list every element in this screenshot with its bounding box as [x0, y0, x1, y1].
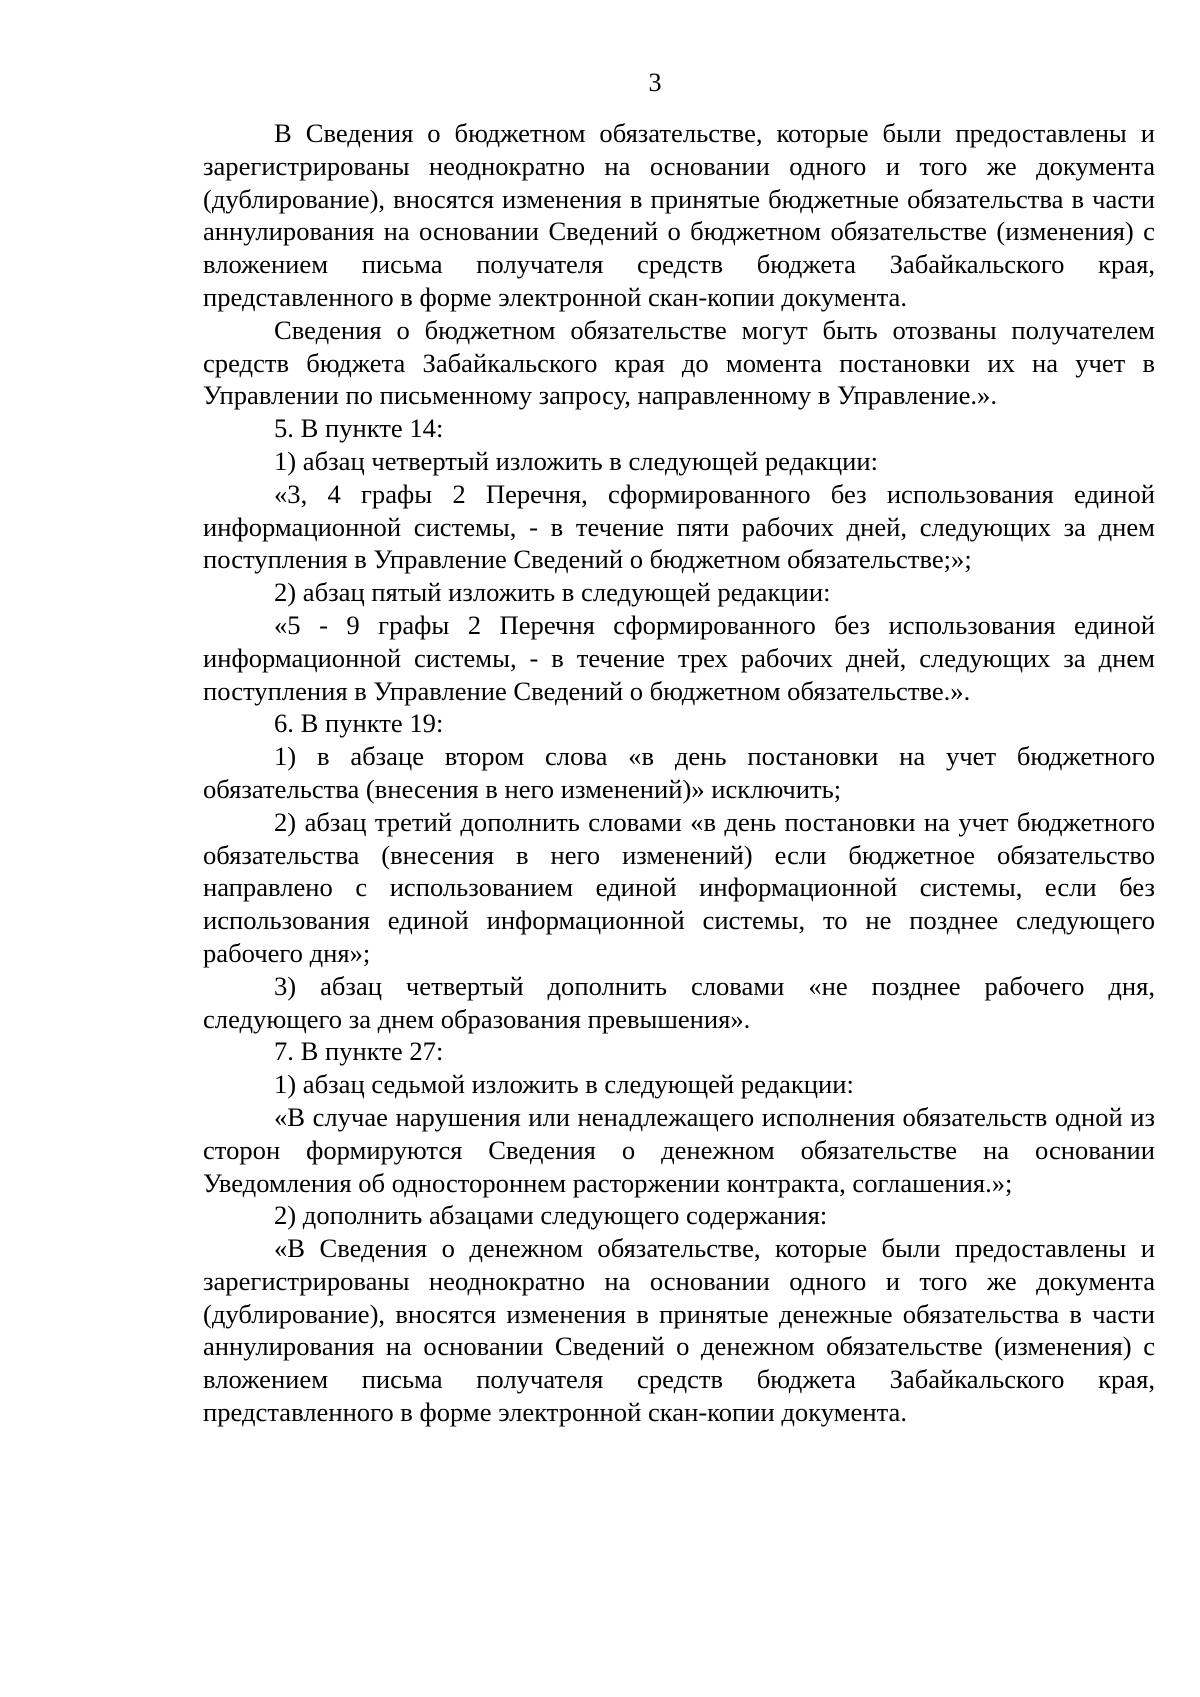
paragraph-item-7-sub-2: 2) дополнить абзацами следующего содержания:: [274, 1200, 828, 1231]
paragraph-item-5-quote-2: «5 - 9 графы 2 Перечня сформированного без использования единой информационной системы, - в течение трех рабочих дней, следующих за днем поступления в Управление Сведений о бюджетном обязательстве.».: [203, 609, 1155, 706]
paragraph-item-5-heading: 5. В пункте 14:: [274, 413, 444, 444]
paragraph-item-7-quote-1: «В случае нарушения или ненадлежащего исполнения обязательств одной из сторон формируются Сведения о денежном обязательстве на основании Уведомления об одностороннем расторжении контракта, соглашения.»;: [203, 1101, 1155, 1198]
paragraph-duplicate-budget-info: В Сведения о бюджетном обязательстве, которые были предоставлены и зарегистрированы неоднократно на основании одного и того же документа (дублирование), вносятся изменения в принятые бюджетные обязательства в части аннулирования на основании Сведений о бюджетном обязательстве (изменения) с вложением письма получателя средств бюджета Забайкальского края, представленного в форме электронной скан-копии документа.: [203, 118, 1155, 312]
paragraph-item-6-sub-2: 2) абзац третий дополнить словами «в день постановки на учет бюджетного обязательства (внесения в него изменений) если бюджетное обязательство направлено с использованием единой информационной системы, если без использования единой информационной системы, то не позднее следующего рабочего дня»;: [203, 806, 1155, 968]
paragraph-item-7-quote-2: «В Сведения о денежном обязательстве, которые были предоставлены и зарегистрированы неоднократно на основании одного и того же документа (дублирование), вносятся изменения в принятые денежные обязательства в части аннулирования на основании Сведений о денежном обязательстве (изменения) с вложением письма получателя средств бюджета Забайкальского края, представленного в форме электронной скан-копии документа.: [203, 1233, 1155, 1428]
paragraph-withdraw-budget-info: Сведения о бюджетном обязательстве могут быть отозваны получателем средств бюджета Забайкальского края до момента постановки их на учет в Управлении по письменному запросу, направленному в Управление.».: [203, 314, 1155, 411]
paragraph-item-6-sub-1: 1) в абзаце втором слова «в день постановки на учет бюджетного обязательства (внесения в него изменений)» исключить;: [203, 741, 1155, 804]
paragraph-item-7-sub-1: 1) абзац седьмой изложить в следующей редакции:: [274, 1069, 854, 1100]
document-body: [203, 117, 1155, 1429]
paragraph-item-5-sub-2: 2) абзац пятый изложить в следующей редакции:: [274, 577, 831, 608]
paragraph-item-5-sub-1: 1) абзац четвертый изложить в следующей редакции:: [274, 445, 878, 476]
page-number: 3: [648, 68, 662, 97]
paragraph-item-7-heading: 7. В пункте 27:: [274, 1036, 444, 1067]
paragraph-item-6-sub-3: 3) абзац четвертый дополнить словами «не позднее рабочего дня, следующего за днем образования превышения».: [203, 970, 1155, 1034]
paragraph-item-6-heading: 6. В пункте 19:: [274, 708, 444, 739]
paragraph-item-5-quote-1: «3, 4 графы 2 Перечня, сформированного без использования единой информационной системы, - в течение пяти рабочих дней, следующих за днем поступления в Управление Сведений о бюджетном обязательстве;»;: [203, 478, 1155, 575]
